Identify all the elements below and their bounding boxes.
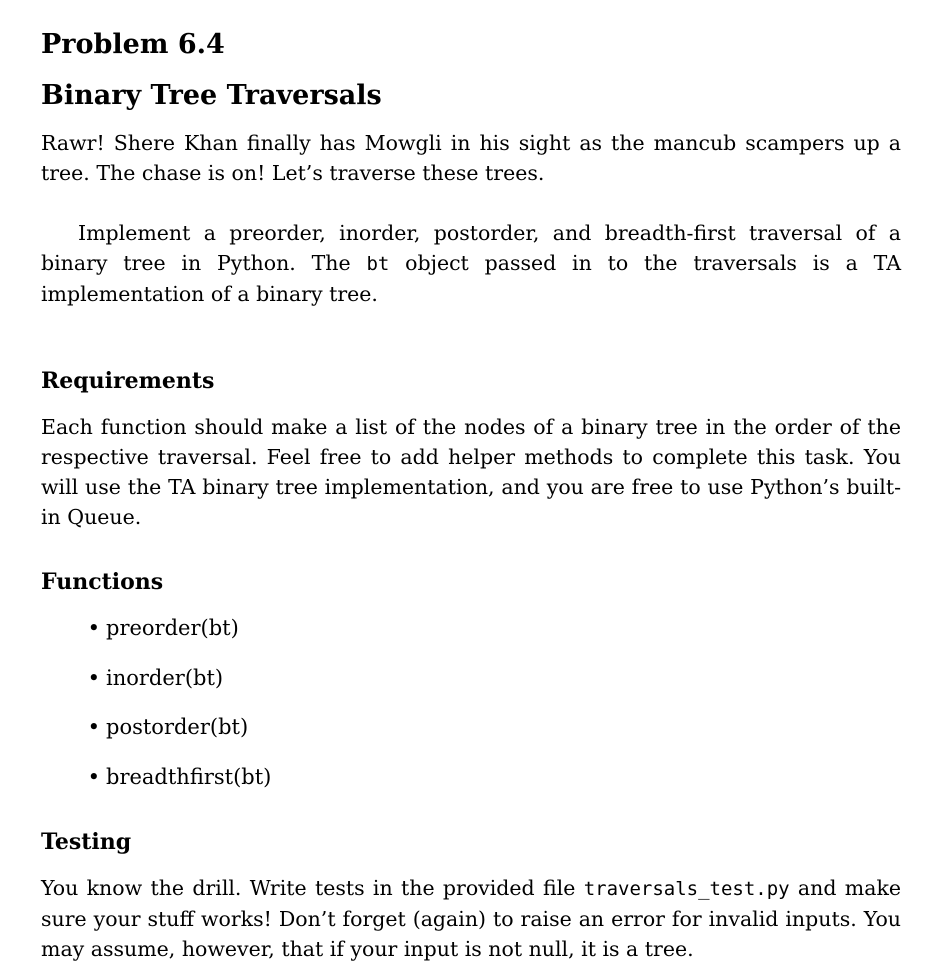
list-item xyxy=(41,763,271,791)
task-text-before: Implement a preorder, inorder, postorder, and breadth-first traversal of a binary tree in Python. The xyxy=(41,221,901,275)
function-name: inorder(bt) xyxy=(106,666,224,690)
problem-number: Problem 6.4 xyxy=(41,29,225,60)
bullet-icon: • xyxy=(87,666,100,690)
problem-title: Binary Tree Traversals xyxy=(41,80,382,111)
test-file-code: traversals_test.py xyxy=(583,878,790,900)
task-paragraph xyxy=(41,218,901,309)
list-item xyxy=(41,614,239,642)
intro-paragraph: Rawr! Shere Khan finally has Mowgli in his sight as the mancub scampers up a tree. The chase is on! Let’s traverse these trees. xyxy=(41,131,901,185)
testing-heading: Testing xyxy=(41,829,132,855)
bullet-icon: • xyxy=(87,616,100,640)
requirements-paragraph: Each function should make a list of the nodes of a binary tree in the order of the respective traversal. Feel free to add helper methods to complete this task. You will use the TA binary tree implementation, and you are free to use Python’s built-in Queue. xyxy=(41,415,901,529)
bt-code: bt xyxy=(366,253,390,275)
bullet-icon: • xyxy=(87,765,100,789)
function-name: postorder(bt) xyxy=(106,715,249,739)
bullet-icon: • xyxy=(87,715,100,739)
function-name: preorder(bt) xyxy=(106,616,239,640)
task-text-after: object passed in to the traversals is a TA implementation of a binary tree. xyxy=(41,251,901,306)
requirements-heading: Requirements xyxy=(41,368,215,394)
list-item xyxy=(41,664,223,692)
functions-heading: Functions xyxy=(41,569,164,595)
function-name: breadthfirst(bt) xyxy=(106,765,272,789)
testing-paragraph xyxy=(41,873,901,964)
testing-text-after: and make sure your stuff works! Don’t forget (again) to raise an error for invalid inputs. You may assume, however, that if your input is not null, it is a tree. xyxy=(41,876,901,961)
testing-text-before: You know the drill. Write tests in the provided file xyxy=(41,876,584,900)
list-item xyxy=(41,713,248,741)
